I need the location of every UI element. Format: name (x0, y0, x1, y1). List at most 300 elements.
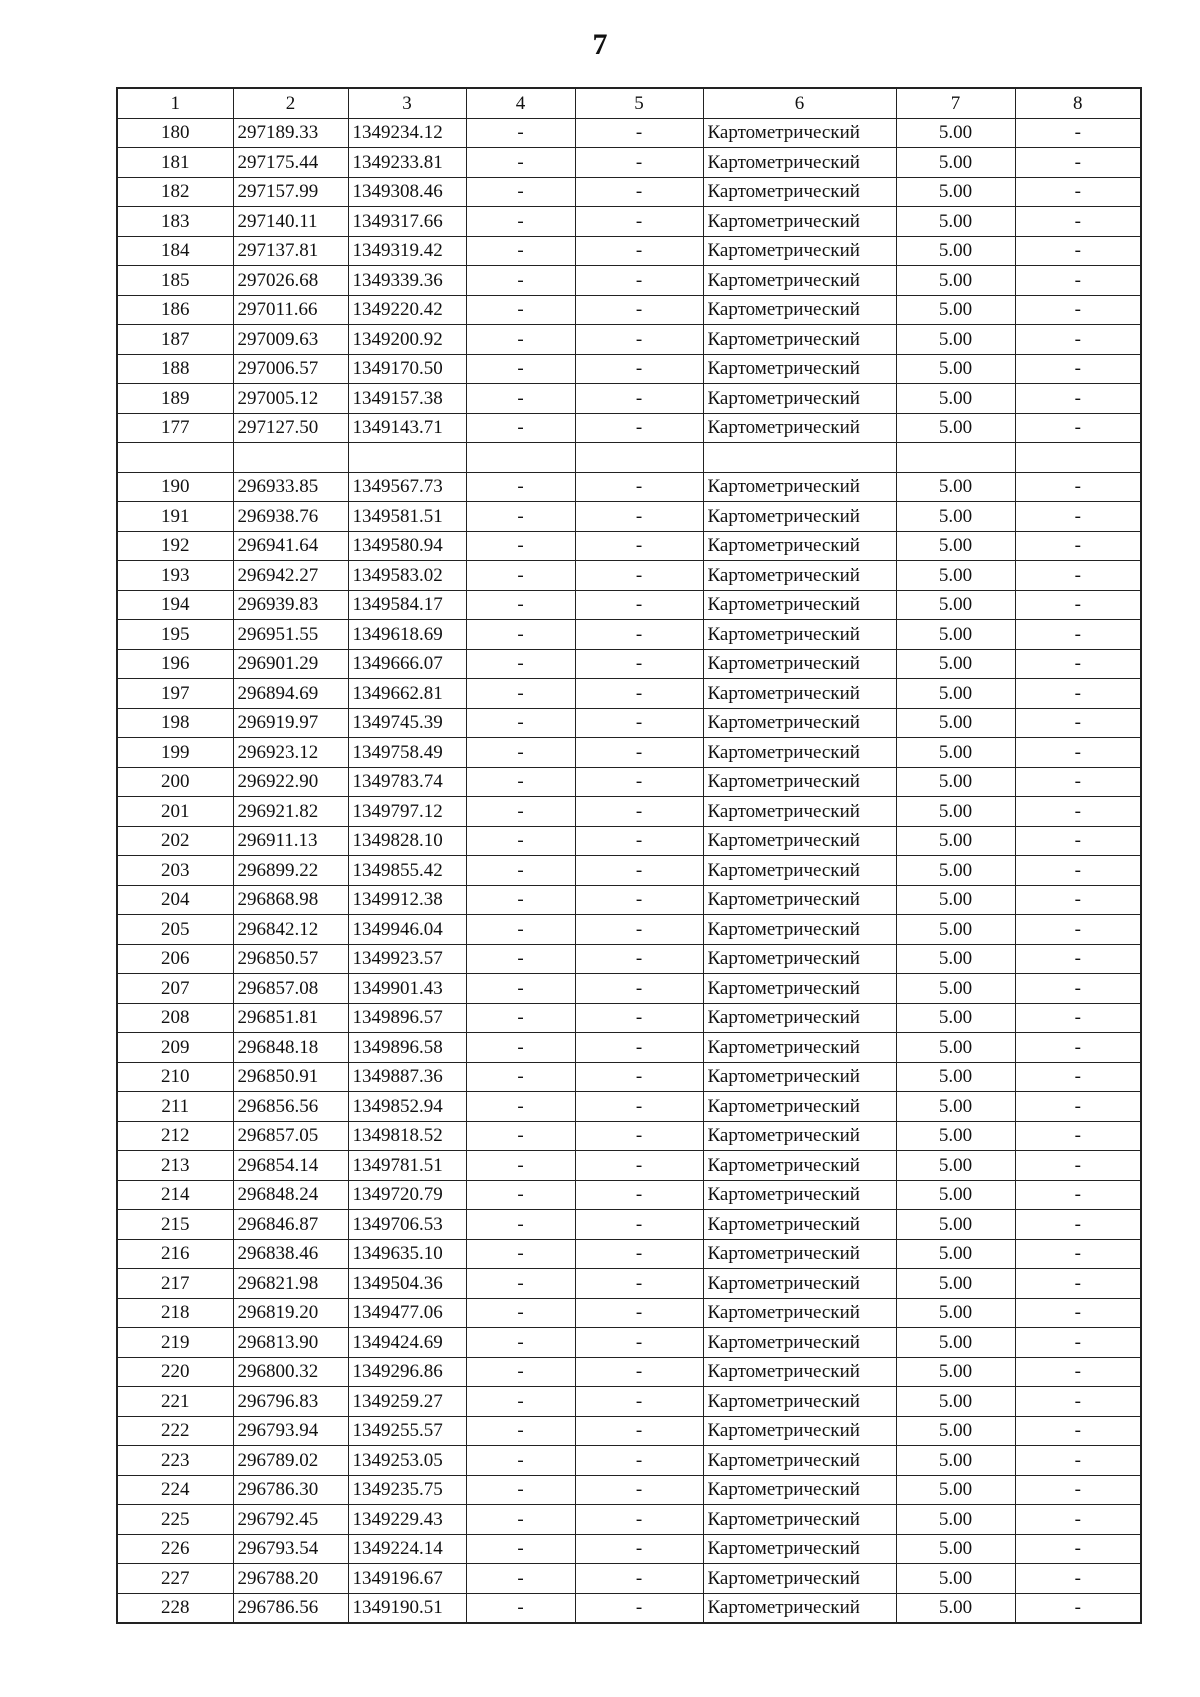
col8-cell: - (1015, 1475, 1141, 1505)
point-number-cell: 211 (117, 1092, 233, 1122)
method-cell: Картометрический (703, 1092, 896, 1122)
method-cell: Картометрический (703, 1446, 896, 1476)
x-coordinate-cell: 296813.90 (233, 1328, 348, 1358)
accuracy-cell: 5.00 (896, 148, 1015, 178)
y-coordinate-cell: 1349745.39 (348, 708, 466, 738)
col5-cell: - (575, 502, 703, 532)
method-cell: Картометрический (703, 1475, 896, 1505)
x-coordinate-cell: 296821.98 (233, 1269, 348, 1299)
accuracy-cell: 5.00 (896, 1475, 1015, 1505)
col5-cell: - (575, 118, 703, 148)
accuracy-cell: 5.00 (896, 1298, 1015, 1328)
x-coordinate-cell: 296793.94 (233, 1416, 348, 1446)
point-number-cell: 177 (117, 413, 233, 443)
table-row (117, 177, 1141, 207)
table-row (117, 118, 1141, 148)
x-coordinate-cell: 297127.50 (233, 413, 348, 443)
y-coordinate-cell: 1349706.53 (348, 1210, 466, 1240)
accuracy-cell: 5.00 (896, 266, 1015, 296)
column-header: 4 (466, 88, 575, 118)
y-coordinate-cell: 1349157.38 (348, 384, 466, 414)
table-row (117, 1092, 1141, 1122)
col8-cell: - (1015, 826, 1141, 856)
accuracy-cell: 5.00 (896, 1534, 1015, 1564)
col8-cell: - (1015, 1180, 1141, 1210)
col8-cell: - (1015, 1593, 1141, 1623)
accuracy-cell: 5.00 (896, 915, 1015, 945)
col4-cell: - (466, 620, 575, 650)
table-row (117, 1387, 1141, 1417)
y-coordinate-cell: 1349896.57 (348, 1003, 466, 1033)
point-number-cell: 192 (117, 531, 233, 561)
x-coordinate-cell: 296941.64 (233, 531, 348, 561)
point-number-cell: 213 (117, 1151, 233, 1181)
col4-cell: - (466, 974, 575, 1004)
method-cell: Картометрический (703, 266, 896, 296)
col4-cell: - (466, 1475, 575, 1505)
accuracy-cell: 5.00 (896, 1593, 1015, 1623)
y-coordinate-cell: 1349200.92 (348, 325, 466, 355)
accuracy-cell: 5.00 (896, 1033, 1015, 1063)
col4-cell: - (466, 413, 575, 443)
col8-cell: - (1015, 502, 1141, 532)
col8-cell: - (1015, 797, 1141, 827)
x-coordinate-cell: 296848.24 (233, 1180, 348, 1210)
col8-cell: - (1015, 620, 1141, 650)
table-row (117, 1564, 1141, 1594)
point-number-cell: 199 (117, 738, 233, 768)
y-coordinate-cell: 1349170.50 (348, 354, 466, 384)
col4-cell: - (466, 856, 575, 886)
col5-cell: - (575, 472, 703, 502)
point-number-cell: 182 (117, 177, 233, 207)
col5-cell (575, 443, 703, 473)
table-row (117, 561, 1141, 591)
point-number-cell: 220 (117, 1357, 233, 1387)
x-coordinate-cell: 296899.22 (233, 856, 348, 886)
method-cell: Картометрический (703, 1387, 896, 1417)
y-coordinate-cell: 1349220.42 (348, 295, 466, 325)
accuracy-cell: 5.00 (896, 797, 1015, 827)
table-row (117, 502, 1141, 532)
accuracy-cell: 5.00 (896, 590, 1015, 620)
col8-cell: - (1015, 236, 1141, 266)
x-coordinate-cell: 296856.56 (233, 1092, 348, 1122)
table-row (117, 236, 1141, 266)
table-row (117, 1534, 1141, 1564)
col8-cell: - (1015, 207, 1141, 237)
y-coordinate-cell: 1349828.10 (348, 826, 466, 856)
col4-cell: - (466, 384, 575, 414)
y-coordinate-cell: 1349229.43 (348, 1505, 466, 1535)
col4-cell: - (466, 826, 575, 856)
col4-cell: - (466, 649, 575, 679)
y-coordinate-cell: 1349235.75 (348, 1475, 466, 1505)
y-coordinate-cell: 1349339.36 (348, 266, 466, 296)
y-coordinate-cell: 1349666.07 (348, 649, 466, 679)
col4-cell: - (466, 590, 575, 620)
x-coordinate-cell: 296793.54 (233, 1534, 348, 1564)
point-number-cell: 196 (117, 649, 233, 679)
table-row (117, 1593, 1141, 1623)
y-coordinate-cell: 1349797.12 (348, 797, 466, 827)
table-row (117, 856, 1141, 886)
col8-cell: - (1015, 708, 1141, 738)
col4-cell: - (466, 1003, 575, 1033)
col8-cell: - (1015, 531, 1141, 561)
table-row (117, 708, 1141, 738)
col4-cell: - (466, 1121, 575, 1151)
table-row (117, 1121, 1141, 1151)
method-cell: Картометрический (703, 177, 896, 207)
point-number-cell: 224 (117, 1475, 233, 1505)
col8-cell: - (1015, 384, 1141, 414)
method-cell: Картометрический (703, 797, 896, 827)
accuracy-cell: 5.00 (896, 1328, 1015, 1358)
table-row (117, 1151, 1141, 1181)
x-coordinate-cell: 296921.82 (233, 797, 348, 827)
point-number-cell: 207 (117, 974, 233, 1004)
table-row (117, 1298, 1141, 1328)
accuracy-cell: 5.00 (896, 384, 1015, 414)
y-coordinate-cell: 1349923.57 (348, 944, 466, 974)
col5-cell: - (575, 1092, 703, 1122)
col8-cell: - (1015, 413, 1141, 443)
coordinates-table (116, 87, 1142, 1624)
col5-cell: - (575, 1534, 703, 1564)
method-cell: Картометрический (703, 295, 896, 325)
col8-cell: - (1015, 1328, 1141, 1358)
point-number-cell: 195 (117, 620, 233, 650)
col5-cell: - (575, 1328, 703, 1358)
table-row (117, 1210, 1141, 1240)
col4-cell: - (466, 148, 575, 178)
col8-cell: - (1015, 266, 1141, 296)
y-coordinate-cell: 1349901.43 (348, 974, 466, 1004)
method-cell: Картометрический (703, 1298, 896, 1328)
method-cell: Картометрический (703, 354, 896, 384)
point-number-cell: 218 (117, 1298, 233, 1328)
point-number-cell: 190 (117, 472, 233, 502)
x-coordinate-cell: 297140.11 (233, 207, 348, 237)
col5-cell: - (575, 295, 703, 325)
point-number-cell: 205 (117, 915, 233, 945)
accuracy-cell: 5.00 (896, 620, 1015, 650)
method-cell: Картометрический (703, 1062, 896, 1092)
col4-cell: - (466, 502, 575, 532)
table-row (117, 767, 1141, 797)
col4-cell: - (466, 708, 575, 738)
col8-cell: - (1015, 177, 1141, 207)
col8-cell: - (1015, 885, 1141, 915)
point-number-cell: 198 (117, 708, 233, 738)
y-coordinate-cell: 1349253.05 (348, 1446, 466, 1476)
col4-cell: - (466, 1416, 575, 1446)
col4-cell: - (466, 354, 575, 384)
accuracy-cell: 5.00 (896, 1151, 1015, 1181)
col5-cell: - (575, 1239, 703, 1269)
table-row (117, 974, 1141, 1004)
method-cell: Картометрический (703, 738, 896, 768)
accuracy-cell: 5.00 (896, 767, 1015, 797)
col4-cell: - (466, 1239, 575, 1269)
col8-cell: - (1015, 1092, 1141, 1122)
accuracy-cell: 5.00 (896, 649, 1015, 679)
col5-cell: - (575, 885, 703, 915)
point-number-cell: 201 (117, 797, 233, 827)
x-coordinate-cell: 296857.08 (233, 974, 348, 1004)
accuracy-cell: 5.00 (896, 679, 1015, 709)
column-header: 7 (896, 88, 1015, 118)
method-cell: Картометрический (703, 413, 896, 443)
table-row (117, 472, 1141, 502)
col5-cell: - (575, 1475, 703, 1505)
table-row (117, 1505, 1141, 1535)
point-number-cell: 219 (117, 1328, 233, 1358)
accuracy-cell: 5.00 (896, 177, 1015, 207)
column-header: 5 (575, 88, 703, 118)
x-coordinate-cell: 296951.55 (233, 620, 348, 650)
col5-cell: - (575, 354, 703, 384)
col5-cell: - (575, 1269, 703, 1299)
method-cell: Картометрический (703, 207, 896, 237)
method-cell: Картометрический (703, 1564, 896, 1594)
x-coordinate-cell: 297026.68 (233, 266, 348, 296)
x-coordinate-cell: 296923.12 (233, 738, 348, 768)
col5-cell: - (575, 413, 703, 443)
col5-cell: - (575, 325, 703, 355)
method-cell: Картометрический (703, 1416, 896, 1446)
accuracy-cell: 5.00 (896, 944, 1015, 974)
x-coordinate-cell: 296894.69 (233, 679, 348, 709)
method-cell: Картометрический (703, 767, 896, 797)
x-coordinate-cell: 297011.66 (233, 295, 348, 325)
x-coordinate-cell: 296848.18 (233, 1033, 348, 1063)
point-number-cell: 208 (117, 1003, 233, 1033)
method-cell: Картометрический (703, 1003, 896, 1033)
col4-cell: - (466, 1151, 575, 1181)
x-coordinate-cell: 296922.90 (233, 767, 348, 797)
col8-cell: - (1015, 1121, 1141, 1151)
col5-cell: - (575, 266, 703, 296)
y-coordinate-cell: 1349783.74 (348, 767, 466, 797)
point-number-cell: 217 (117, 1269, 233, 1299)
point-number-cell: 223 (117, 1446, 233, 1476)
col5-cell: - (575, 1387, 703, 1417)
x-coordinate-cell: 296857.05 (233, 1121, 348, 1151)
accuracy-cell: 5.00 (896, 708, 1015, 738)
col8-cell: - (1015, 1534, 1141, 1564)
col4-cell: - (466, 1180, 575, 1210)
method-cell: Картометрический (703, 649, 896, 679)
method-cell: Картометрический (703, 974, 896, 1004)
col4-cell: - (466, 177, 575, 207)
col5-cell: - (575, 679, 703, 709)
method-cell: Картометрический (703, 561, 896, 591)
col5-cell: - (575, 649, 703, 679)
method-cell: Картометрический (703, 1239, 896, 1269)
y-coordinate-cell: 1349662.81 (348, 679, 466, 709)
col8-cell: - (1015, 1357, 1141, 1387)
col5-cell: - (575, 1003, 703, 1033)
column-header: 6 (703, 88, 896, 118)
col4-cell: - (466, 1534, 575, 1564)
accuracy-cell: 5.00 (896, 1003, 1015, 1033)
col5-cell: - (575, 1298, 703, 1328)
point-number-cell: 186 (117, 295, 233, 325)
table-row (117, 826, 1141, 856)
x-coordinate-cell: 296842.12 (233, 915, 348, 945)
point-number-cell: 204 (117, 885, 233, 915)
y-coordinate-cell: 1349255.57 (348, 1416, 466, 1446)
point-number-cell: 228 (117, 1593, 233, 1623)
col4-cell: - (466, 1505, 575, 1535)
col5-cell: - (575, 974, 703, 1004)
method-cell: Картометрический (703, 118, 896, 148)
y-coordinate-cell: 1349424.69 (348, 1328, 466, 1358)
accuracy-cell: 5.00 (896, 325, 1015, 355)
method-cell: Картометрический (703, 236, 896, 266)
col5-cell: - (575, 561, 703, 591)
table-row (117, 1033, 1141, 1063)
col8-cell: - (1015, 1062, 1141, 1092)
y-coordinate-cell (348, 443, 466, 473)
col8-cell: - (1015, 1416, 1141, 1446)
y-coordinate-cell: 1349224.14 (348, 1534, 466, 1564)
table-row (117, 148, 1141, 178)
accuracy-cell: 5.00 (896, 236, 1015, 266)
accuracy-cell: 5.00 (896, 1505, 1015, 1535)
col8-cell: - (1015, 649, 1141, 679)
col8-cell: - (1015, 1239, 1141, 1269)
accuracy-cell: 5.00 (896, 295, 1015, 325)
x-coordinate-cell: 296819.20 (233, 1298, 348, 1328)
column-header: 8 (1015, 88, 1141, 118)
method-cell: Картометрический (703, 826, 896, 856)
point-number-cell: 225 (117, 1505, 233, 1535)
point-number-cell: 214 (117, 1180, 233, 1210)
accuracy-cell: 5.00 (896, 1092, 1015, 1122)
table-row (117, 1239, 1141, 1269)
accuracy-cell: 5.00 (896, 856, 1015, 886)
point-number-cell: 189 (117, 384, 233, 414)
col5-cell: - (575, 1210, 703, 1240)
col5-cell: - (575, 1564, 703, 1594)
col4-cell: - (466, 472, 575, 502)
col4-cell: - (466, 679, 575, 709)
table-row (117, 649, 1141, 679)
point-number-cell: 221 (117, 1387, 233, 1417)
col8-cell: - (1015, 1564, 1141, 1594)
point-number-cell: 197 (117, 679, 233, 709)
col8-cell: - (1015, 118, 1141, 148)
col8-cell: - (1015, 325, 1141, 355)
accuracy-cell (896, 443, 1015, 473)
col4-cell: - (466, 1269, 575, 1299)
x-coordinate-cell: 296938.76 (233, 502, 348, 532)
col8-cell: - (1015, 1505, 1141, 1535)
table-row (117, 1180, 1141, 1210)
y-coordinate-cell: 1349635.10 (348, 1239, 466, 1269)
col4-cell: - (466, 1593, 575, 1623)
table-row (117, 1357, 1141, 1387)
accuracy-cell: 5.00 (896, 974, 1015, 1004)
column-header: 3 (348, 88, 466, 118)
x-coordinate-cell (233, 443, 348, 473)
point-number-cell: 210 (117, 1062, 233, 1092)
accuracy-cell: 5.00 (896, 1416, 1015, 1446)
point-number-cell: 203 (117, 856, 233, 886)
col4-cell: - (466, 1033, 575, 1063)
col5-cell: - (575, 767, 703, 797)
x-coordinate-cell: 297189.33 (233, 118, 348, 148)
method-cell: Картометрический (703, 472, 896, 502)
col8-cell: - (1015, 1387, 1141, 1417)
accuracy-cell: 5.00 (896, 531, 1015, 561)
method-cell: Картометрический (703, 1534, 896, 1564)
x-coordinate-cell: 296838.46 (233, 1239, 348, 1269)
method-cell: Картометрический (703, 1505, 896, 1535)
col4-cell: - (466, 531, 575, 561)
point-number-cell: 215 (117, 1210, 233, 1240)
accuracy-cell: 5.00 (896, 207, 1015, 237)
method-cell: Картометрический (703, 1328, 896, 1358)
y-coordinate-cell: 1349887.36 (348, 1062, 466, 1092)
y-coordinate-cell: 1349196.67 (348, 1564, 466, 1594)
col5-cell: - (575, 944, 703, 974)
table-row (117, 207, 1141, 237)
col4-cell: - (466, 266, 575, 296)
accuracy-cell: 5.00 (896, 1387, 1015, 1417)
y-coordinate-cell: 1349477.06 (348, 1298, 466, 1328)
x-coordinate-cell: 297005.12 (233, 384, 348, 414)
table-row (117, 738, 1141, 768)
col5-cell: - (575, 1357, 703, 1387)
col5-cell: - (575, 1180, 703, 1210)
accuracy-cell: 5.00 (896, 472, 1015, 502)
x-coordinate-cell: 297137.81 (233, 236, 348, 266)
page-number: 7 (592, 28, 608, 61)
x-coordinate-cell: 296796.83 (233, 1387, 348, 1417)
table-row (117, 1328, 1141, 1358)
accuracy-cell: 5.00 (896, 826, 1015, 856)
col4-cell: - (466, 1210, 575, 1240)
col8-cell: - (1015, 1446, 1141, 1476)
col5-cell: - (575, 1151, 703, 1181)
col8-cell: - (1015, 1003, 1141, 1033)
x-coordinate-cell: 297006.57 (233, 354, 348, 384)
col8-cell: - (1015, 1298, 1141, 1328)
method-cell: Картометрический (703, 915, 896, 945)
point-number-cell: 185 (117, 266, 233, 296)
x-coordinate-cell: 296939.83 (233, 590, 348, 620)
y-coordinate-cell: 1349758.49 (348, 738, 466, 768)
x-coordinate-cell: 296792.45 (233, 1505, 348, 1535)
col8-cell: - (1015, 679, 1141, 709)
table-row (117, 915, 1141, 945)
method-cell: Картометрический (703, 531, 896, 561)
table-row (117, 1269, 1141, 1299)
method-cell: Картометрический (703, 325, 896, 355)
method-cell: Картометрический (703, 148, 896, 178)
y-coordinate-cell: 1349143.71 (348, 413, 466, 443)
table-row (117, 1003, 1141, 1033)
y-coordinate-cell: 1349852.94 (348, 1092, 466, 1122)
col5-cell: - (575, 1446, 703, 1476)
accuracy-cell: 5.00 (896, 118, 1015, 148)
table-row (117, 944, 1141, 974)
table-row (117, 590, 1141, 620)
